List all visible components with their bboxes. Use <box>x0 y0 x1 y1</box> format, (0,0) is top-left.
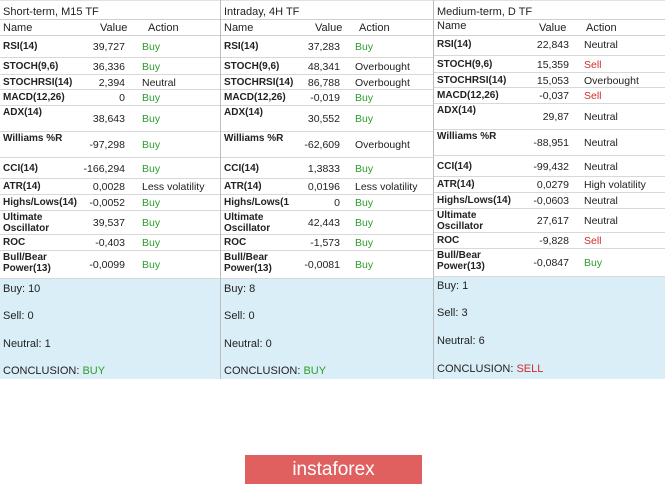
indicator-value: -0,0603 <box>533 195 569 207</box>
conclusion-value: BUY <box>82 365 106 377</box>
indicator-action: Buy <box>355 113 374 125</box>
indicator-action: Overbought <box>584 75 639 87</box>
header-action: Action <box>586 22 617 34</box>
indicator-action: Buy <box>355 237 374 249</box>
indicator-value: 30,552 <box>307 113 340 125</box>
indicator-value: -62,609 <box>304 139 340 151</box>
indicator-name: ROC <box>224 237 247 248</box>
indicator-value: 15,053 <box>536 75 569 87</box>
header-action: Action <box>359 22 390 34</box>
indicator-name: RSI(14) <box>437 39 472 50</box>
summary-neutral: Neutral: 6 <box>437 335 485 347</box>
summary-conclusion <box>437 363 543 375</box>
summary-sell: Sell: 3 <box>437 307 468 319</box>
indicator-name: STOCHRSI(14) <box>3 77 73 88</box>
indicator-action: Buy <box>584 257 603 269</box>
header-name: Name <box>224 22 254 34</box>
table-row <box>0 158 220 179</box>
table-row <box>221 179 433 195</box>
indicator-action: Buy <box>142 217 161 229</box>
table-row <box>0 58 220 75</box>
indicator-action: Overbought <box>355 77 410 89</box>
indicator-name: ADX(14) <box>437 105 476 116</box>
panel-intraday <box>221 0 434 379</box>
header-value: Value <box>100 22 128 34</box>
indicator-value: 0 <box>334 197 340 209</box>
summary-box <box>434 277 665 379</box>
table-row <box>221 90 433 106</box>
indicator-action: High volatility <box>584 179 646 191</box>
indicator-name: ROC <box>437 235 460 246</box>
table-row <box>0 251 220 279</box>
indicator-value: -0,0052 <box>89 197 125 209</box>
indicator-action: Buy <box>142 163 161 175</box>
indicator-name: MACD(12,26) <box>224 92 286 103</box>
summary-sell: Sell: 0 <box>3 310 34 322</box>
indicator-value: -99,432 <box>533 161 569 173</box>
indicator-action: Sell <box>584 90 602 102</box>
indicator-value: 22,843 <box>536 39 569 51</box>
indicator-name: MACD(12,26) <box>3 92 65 103</box>
indicator-value: -0,0099 <box>89 259 125 271</box>
indicator-name: CCI(14) <box>437 161 473 172</box>
summary-conclusion <box>224 365 326 377</box>
indicator-action: Less volatility <box>142 181 205 193</box>
conclusion-value: BUY <box>303 365 327 377</box>
table-row <box>434 233 665 249</box>
table-row <box>0 179 220 195</box>
indicator-action: Overbought <box>355 61 410 73</box>
indicator-value: 42,443 <box>307 217 340 229</box>
indicator-action: Neutral <box>584 215 618 227</box>
table-row <box>221 211 433 235</box>
summary-box <box>0 279 220 379</box>
table-row <box>221 195 433 211</box>
indicator-action: Buy <box>142 41 161 53</box>
indicator-value: 1,3833 <box>307 163 340 175</box>
conclusion-label: CONCLUSION: <box>224 365 304 377</box>
table-row <box>0 36 220 58</box>
panel-title: Intraday, 4H TF <box>221 0 433 20</box>
indicator-name: STOCH(9,6) <box>224 61 280 72</box>
indicator-value: 27,617 <box>536 215 569 227</box>
indicator-action: Buy <box>355 217 374 229</box>
table-row <box>221 36 433 58</box>
indicator-name: Ultimate Oscillator <box>224 212 271 234</box>
indicator-name: Williams %R <box>224 133 284 144</box>
header-name: Name <box>437 20 467 32</box>
indicator-name: STOCHRSI(14) <box>224 77 294 88</box>
indicator-action: Neutral <box>584 111 618 123</box>
table-row <box>434 130 665 156</box>
indicator-name: Highs/Lows(1 <box>224 197 290 208</box>
indicator-action: Buy <box>355 41 374 53</box>
table-row <box>434 88 665 104</box>
table-row <box>221 251 433 279</box>
indicator-action: Buy <box>142 197 161 209</box>
table-header <box>221 20 433 36</box>
indicator-value: -0,019 <box>310 92 340 104</box>
indicator-value: 37,283 <box>307 41 340 53</box>
indicator-name: ATR(14) <box>437 179 475 190</box>
summary-neutral: Neutral: 0 <box>224 338 272 350</box>
indicator-action: Neutral <box>584 137 618 149</box>
summary-buy: Buy: 10 <box>3 283 41 295</box>
indicator-action: Neutral <box>584 39 618 51</box>
table-row <box>221 132 433 158</box>
indicator-value: 0,0196 <box>307 181 340 193</box>
table-row <box>221 106 433 132</box>
indicator-name: Bull/Bear Power(13) <box>437 250 485 272</box>
indicator-name: Highs/Lows(14) <box>437 195 511 206</box>
indicator-value: -0,403 <box>95 237 125 249</box>
indicator-name: CCI(14) <box>224 163 260 174</box>
table-row <box>0 90 220 106</box>
conclusion-label: CONCLUSION: <box>3 365 83 377</box>
indicator-name: STOCH(9,6) <box>3 61 59 72</box>
instaforex-logo: instaforex <box>245 455 422 484</box>
indicator-value: 29,87 <box>542 111 569 123</box>
summary-sell: Sell: 0 <box>224 310 255 322</box>
indicator-name: RSI(14) <box>224 41 259 52</box>
indicator-name: ATR(14) <box>3 181 41 192</box>
indicator-name: ADX(14) <box>3 107 42 118</box>
indicator-action: Buy <box>142 61 161 73</box>
indicator-value: 36,336 <box>92 61 125 73</box>
indicator-value: 0 <box>119 92 125 104</box>
header-value: Value <box>315 22 343 34</box>
panel-medium-term <box>434 0 665 379</box>
indicator-name: STOCHRSI(14) <box>437 75 507 86</box>
table-row <box>0 106 220 132</box>
table-header <box>0 20 220 36</box>
indicator-value: -0,037 <box>539 90 569 102</box>
indicator-value: -166,294 <box>83 163 125 175</box>
indicator-name: Bull/Bear Power(13) <box>224 252 272 274</box>
indicator-value: 0,0028 <box>92 181 125 193</box>
table-row <box>434 209 665 233</box>
indicator-action: Sell <box>584 235 602 247</box>
table-row <box>434 34 665 56</box>
table-row <box>0 75 220 90</box>
indicator-action: Buy <box>142 139 161 151</box>
indicator-value: 86,788 <box>307 77 340 89</box>
indicator-value: -88,951 <box>533 137 569 149</box>
indicator-action: Buy <box>142 237 161 249</box>
table-row <box>221 58 433 75</box>
header-action: Action <box>148 22 179 34</box>
summary-conclusion <box>3 365 105 377</box>
indicator-action: Overbought <box>355 139 410 151</box>
indicator-value: 48,341 <box>307 61 340 73</box>
table-row <box>0 235 220 251</box>
indicator-action: Neutral <box>584 161 618 173</box>
indicator-action: Buy <box>355 197 374 209</box>
indicator-name: ATR(14) <box>224 181 262 192</box>
indicator-name: Williams %R <box>437 131 497 142</box>
indicator-name: MACD(12,26) <box>437 90 499 101</box>
indicator-value: -9,828 <box>539 235 569 247</box>
indicator-name: Ultimate Oscillator <box>3 212 50 234</box>
table-row <box>434 177 665 193</box>
indicator-value: 39,727 <box>92 41 125 53</box>
indicator-name: Williams %R <box>3 133 63 144</box>
indicator-value: 38,643 <box>92 113 125 125</box>
summary-box <box>221 279 433 379</box>
table-row <box>434 104 665 130</box>
table-row <box>221 235 433 251</box>
table-row <box>0 132 220 158</box>
table-row <box>0 211 220 235</box>
indicator-name: Highs/Lows(14) <box>3 197 77 208</box>
indicator-name: Ultimate Oscillator <box>437 210 484 232</box>
panel-title: Medium-term, D TF <box>434 0 665 20</box>
indicator-name: CCI(14) <box>3 163 39 174</box>
indicator-name: Bull/Bear Power(13) <box>3 252 51 274</box>
conclusion-value: SELL <box>516 363 544 375</box>
indicator-value: 2,394 <box>98 77 125 89</box>
table-row <box>0 195 220 211</box>
indicator-action: Buy <box>355 259 374 271</box>
header-name: Name <box>3 22 33 34</box>
indicator-action: Neutral <box>584 195 618 207</box>
indicator-name: ROC <box>3 237 26 248</box>
table-row <box>434 156 665 177</box>
summary-neutral: Neutral: 1 <box>3 338 51 350</box>
panel-short-term <box>0 0 221 379</box>
indicator-action: Sell <box>584 59 602 71</box>
header-value: Value <box>539 22 567 34</box>
table-row <box>434 249 665 277</box>
indicator-name: RSI(14) <box>3 41 38 52</box>
table-row <box>434 56 665 73</box>
summary-buy: Buy: 8 <box>224 283 256 295</box>
table-row <box>221 158 433 179</box>
indicator-value: -1,573 <box>310 237 340 249</box>
indicator-value: 39,537 <box>92 217 125 229</box>
indicator-value: -0,0847 <box>533 257 569 269</box>
indicator-action: Less volatility <box>355 181 418 193</box>
indicator-action: Buy <box>355 163 374 175</box>
indicator-action: Neutral <box>142 77 176 89</box>
indicator-name: ADX(14) <box>224 107 263 118</box>
indicator-action: Buy <box>355 92 374 104</box>
table-row <box>434 193 665 209</box>
panel-title: Short-term, M15 TF <box>0 0 220 20</box>
summary-buy: Buy: 1 <box>437 280 469 292</box>
indicator-name: STOCH(9,6) <box>437 59 493 70</box>
table-row <box>434 73 665 88</box>
table-row <box>221 75 433 90</box>
indicator-action: Buy <box>142 113 161 125</box>
indicator-value: -0,0081 <box>304 259 340 271</box>
indicator-value: -97,298 <box>89 139 125 151</box>
indicator-value: 0,0279 <box>536 179 569 191</box>
indicator-action: Buy <box>142 259 161 271</box>
conclusion-label: CONCLUSION: <box>437 363 517 375</box>
indicator-value: 15,359 <box>536 59 569 71</box>
indicator-action: Buy <box>142 92 161 104</box>
